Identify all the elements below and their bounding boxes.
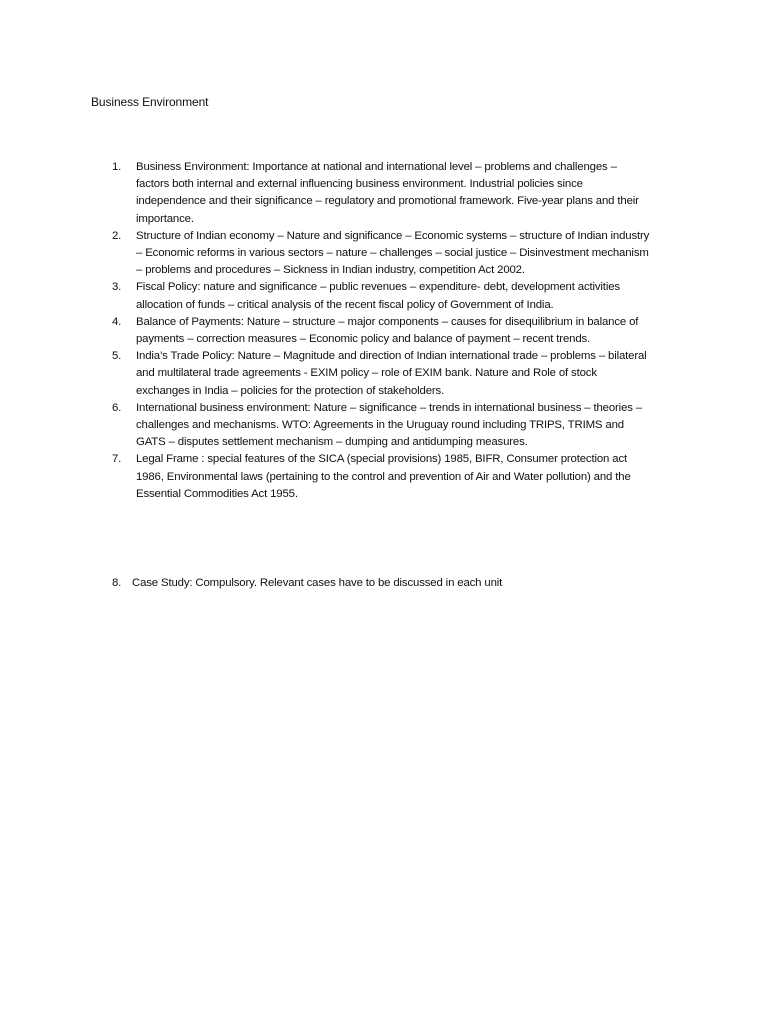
list-item-text: Balance of Payments: Nature – structure – major components – causes for disequilibrium in balance of payments – correction measures – Economic policy and balance of payment – recent trends.	[136, 315, 639, 346]
document-title: Business Environment	[91, 95, 209, 109]
list-item-text: Legal Frame : special features of the SICA (special provisions) 1985, BIFR, Consumer protection act 1986, Environmental laws (pertaining to the control and prevention of Air and Water pollution) and the Essential Commodities Act 1955.	[136, 453, 631, 500]
list-item-number: 7.	[112, 453, 122, 466]
list-item	[112, 400, 652, 452]
topic-list	[112, 159, 652, 503]
list-item	[112, 314, 652, 348]
list-item-number: 5.	[112, 350, 122, 363]
list-item-text: Business Environment: Importance at national and international level – problems and challenges – factors both internal and external influencing business environment. Industrial policies since independence and their significance – regulatory and promotional framework. Five-year plans and their importance.	[136, 161, 639, 225]
case-study-item	[112, 575, 652, 592]
list-item-number: 6.	[112, 401, 122, 414]
case-study-number: 8.	[112, 577, 122, 589]
list-item	[112, 228, 652, 280]
list-item-text: Fiscal Policy: nature and significance – public revenues – expenditure- debt, development activities allocation of funds – critical analysis of the recent fiscal policy of Government of India.	[136, 281, 620, 311]
case-study-text: Case Study: Compulsory. Relevant cases have to be discussed in each unit	[132, 577, 503, 589]
list-item	[112, 279, 652, 313]
list-item-text: International business environment: Nature – significance – trends in international business – theories – challenges and mechanisms. WTO: Agreements in the Uruguay round including TRIPS, TRIMS and GATS – disputes settlement mechanism – dumping and antidumping measures.	[136, 401, 642, 449]
list-item-text: India’s Trade Policy: Nature – Magnitude and direction of Indian international trade – problems – bilateral and multilateral trade agreements - EXIM policy – role of EXIM bank. Nature and Role of stock exchanges in India – policies for the protection of stakeholders.	[136, 350, 647, 397]
list-item-number: 3.	[112, 281, 122, 294]
list-item	[112, 451, 652, 503]
list-item	[112, 159, 652, 228]
list-item-number: 4.	[112, 315, 122, 328]
list-item	[112, 348, 652, 400]
list-item-number: 1.	[112, 161, 122, 173]
list-item-text: Structure of Indian economy – Nature and significance – Economic systems – structure of Indian industry – Economic reforms in various sectors – nature – challenges – social justice – Disinvestment mechanism – problems and procedures – Sickness in Indian industry, competition Act 2002.	[136, 229, 650, 277]
list-item-number: 2.	[112, 229, 122, 242]
